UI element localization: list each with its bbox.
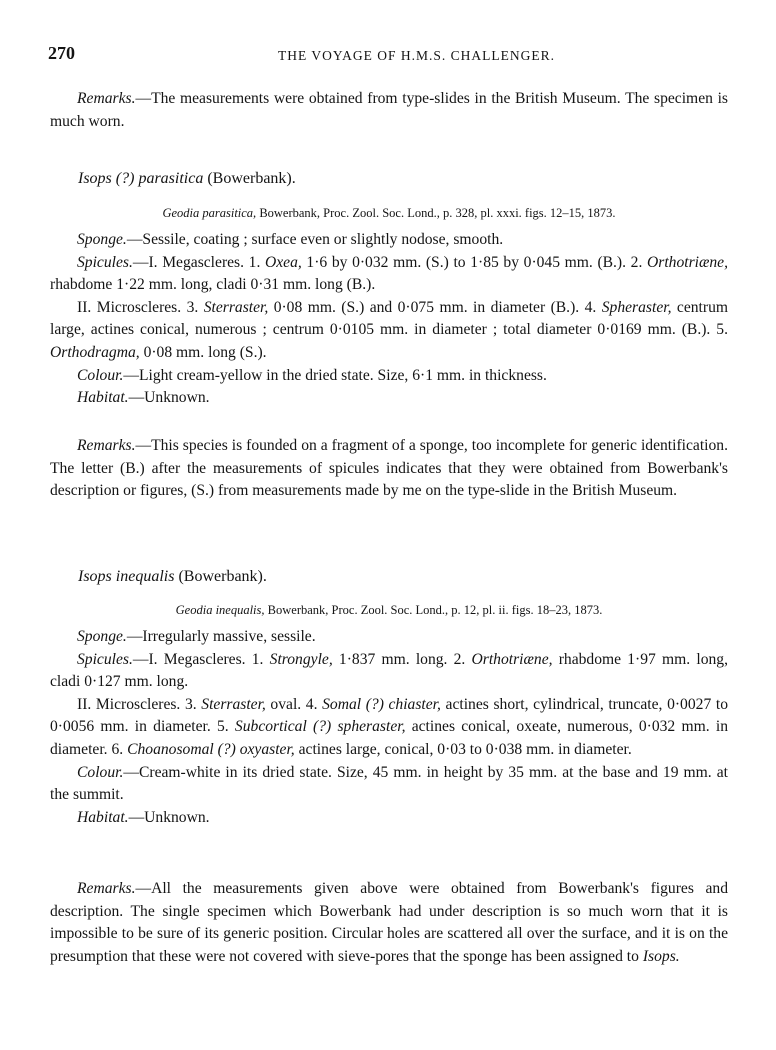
sponge-paragraph xyxy=(50,229,728,252)
habitat-paragraph xyxy=(50,387,728,410)
remarks-label: Remarks. xyxy=(77,437,136,454)
text-run: 1·6 by 0·032 mm. (S.) to 1·85 by 0·045 mm. (B.). 2. xyxy=(301,253,647,271)
species-title-parasitica xyxy=(78,168,296,191)
spicule-name: Spheraster, xyxy=(601,298,672,316)
colour-text: —Cream-white in its dried state. Size, 45 mm. in height by 35 mm. at the base and 19 mm. at the summit. xyxy=(50,763,728,804)
remarks-paragraph xyxy=(50,878,728,968)
habitat-paragraph xyxy=(50,807,728,830)
species-author: (Bowerbank). xyxy=(174,568,267,585)
page-number: 270 xyxy=(48,43,75,63)
text-run: oval. 4. xyxy=(265,695,323,713)
spicules-label: Spicules. xyxy=(77,253,133,271)
remarks-label: Remarks. xyxy=(77,880,136,897)
spicule-name: Orthotriæne, xyxy=(646,253,728,271)
reference-synonym: Geodia inequalis, xyxy=(175,603,265,617)
species-name: Isops (?) parasitica xyxy=(78,170,204,187)
reference-citation: Bowerbank, Proc. Zool. Soc. Lond., p. 12, pl. ii. figs. 18–23, 1873. xyxy=(264,603,603,617)
remarks-paragraph xyxy=(50,435,728,503)
text-run: actines conical, oxeate, numerous, 0·032 mm. in diameter. 6. xyxy=(50,718,728,758)
colour-paragraph xyxy=(50,762,728,807)
spicule-name: Sterraster, xyxy=(201,695,266,713)
sponge-text: —Irregularly massive, sessile. xyxy=(126,628,316,645)
habitat-label: Habitat. xyxy=(77,808,129,826)
spicule-name: Sterraster, xyxy=(203,298,269,316)
spicule-name: Orthotriæne, xyxy=(471,650,553,668)
spicules-megascleres-paragraph xyxy=(50,649,728,694)
spicule-name: Somal (?) chiaster, xyxy=(322,695,441,713)
spicule-name: Choanosomal (?) oxyaster, xyxy=(127,740,295,758)
spicule-name: Orthodragma, xyxy=(50,343,140,361)
reference-synonym: Geodia parasitica, xyxy=(162,206,257,220)
sponge-text: —Sessile, coating ; surface even or slightly nodose, smooth. xyxy=(126,231,504,248)
reference-inequalis xyxy=(50,599,728,622)
text-run: rhabdome 1·22 mm. long, cladi 0·31 mm. long (B.). xyxy=(50,276,376,294)
colour-label: Colour. xyxy=(77,763,124,781)
remarks-inequalis xyxy=(50,878,728,968)
remarks-parasitica xyxy=(50,435,728,503)
remarks-text: —All the measurements given above were obtained from Bowerbank's figures and description. The single specimen which Bowerbank had under description is so much worn that it is impossible to be sure of its generic position. Circular holes are scattered all over the surface, and it is on the presumption that these were not covered with sieve-pores that the sponge has been assigned to xyxy=(50,880,728,965)
text-run: II. Microscleres. 3. xyxy=(77,695,202,713)
text-run: rhabdome 1·97 mm. long, cladi 0·127 mm. long. xyxy=(50,650,728,691)
text-run: 0·08 mm. (S.) and 0·075 mm. in diameter (B.). 4. xyxy=(268,298,602,316)
habitat-label: Habitat. xyxy=(77,389,129,407)
page-header xyxy=(48,42,728,66)
genus-name: Isops. xyxy=(642,947,680,965)
text-run: actines large, conical, 0·03 to 0·038 mm. in diameter. xyxy=(294,740,632,758)
sponge-label: Sponge. xyxy=(77,628,127,645)
text-run: centrum large, actines conical, numerous ; centrum 0·0105 mm. in diameter ; total diameter 0·0169 mm. (B.). 5. xyxy=(50,298,729,339)
spicule-name: Subcortical (?) spheraster, xyxy=(234,718,406,736)
spicule-name: Oxea, xyxy=(264,253,302,271)
habitat-text: —Unknown. xyxy=(128,808,210,826)
description-parasitica xyxy=(50,229,728,410)
spicules-microscleres-paragraph xyxy=(50,694,728,762)
text-run: —I. Megascleres. 1. xyxy=(132,650,270,668)
species-name: Isops inequalis xyxy=(78,568,175,585)
text-run: 0·08 mm. long (S.). xyxy=(139,343,267,361)
running-title: THE VOYAGE OF H.M.S. CHALLENGER. xyxy=(278,48,556,63)
remarks-text: —The measurements were obtained from type-slides in the British Museum. The specimen is much worn. xyxy=(50,90,728,130)
species-author: (Bowerbank). xyxy=(203,170,296,187)
top-remarks-paragraph xyxy=(50,88,728,133)
sponge-label: Sponge. xyxy=(77,231,127,248)
sponge-paragraph xyxy=(50,626,728,649)
habitat-text: —Unknown. xyxy=(128,389,210,407)
top-remarks xyxy=(50,88,728,133)
remarks-label: Remarks. xyxy=(77,90,136,107)
remarks-text: —This species is founded on a fragment of a sponge, too incomplete for generic identification. The letter (B.) after the measurements of spicules indicates that they were obtained from Bowerbank's description or figures, (S.) from measurements made by me on the type-slide in the British Museum. xyxy=(50,437,728,500)
description-inequalis xyxy=(50,626,728,829)
colour-label: Colour. xyxy=(77,366,124,384)
text-run: 1·837 mm. long. 2. xyxy=(332,650,472,668)
spicules-megascleres-paragraph xyxy=(50,252,728,297)
reference-parasitica xyxy=(50,202,728,225)
text-run: actines short, cylindrical, truncate, 0·0027 to 0·0056 mm. in diameter. 5. xyxy=(50,695,728,736)
text-run: —I. Megascleres. 1. xyxy=(132,253,265,271)
colour-text: —Light cream-yellow in the dried state. Size, 6·1 mm. in thickness. xyxy=(123,366,547,384)
reference-citation: Bowerbank, Proc. Zool. Soc. Lond., p. 328, pl. xxxi. figs. 12–15, 1873. xyxy=(256,206,616,220)
text-run: II. Microscleres. 3. xyxy=(77,298,204,316)
spicule-name: Strongyle, xyxy=(269,650,333,668)
species-title-inequalis xyxy=(78,566,267,589)
spicules-label: Spicules. xyxy=(77,650,133,668)
colour-paragraph xyxy=(50,365,728,388)
spicules-microscleres-paragraph xyxy=(50,297,728,365)
